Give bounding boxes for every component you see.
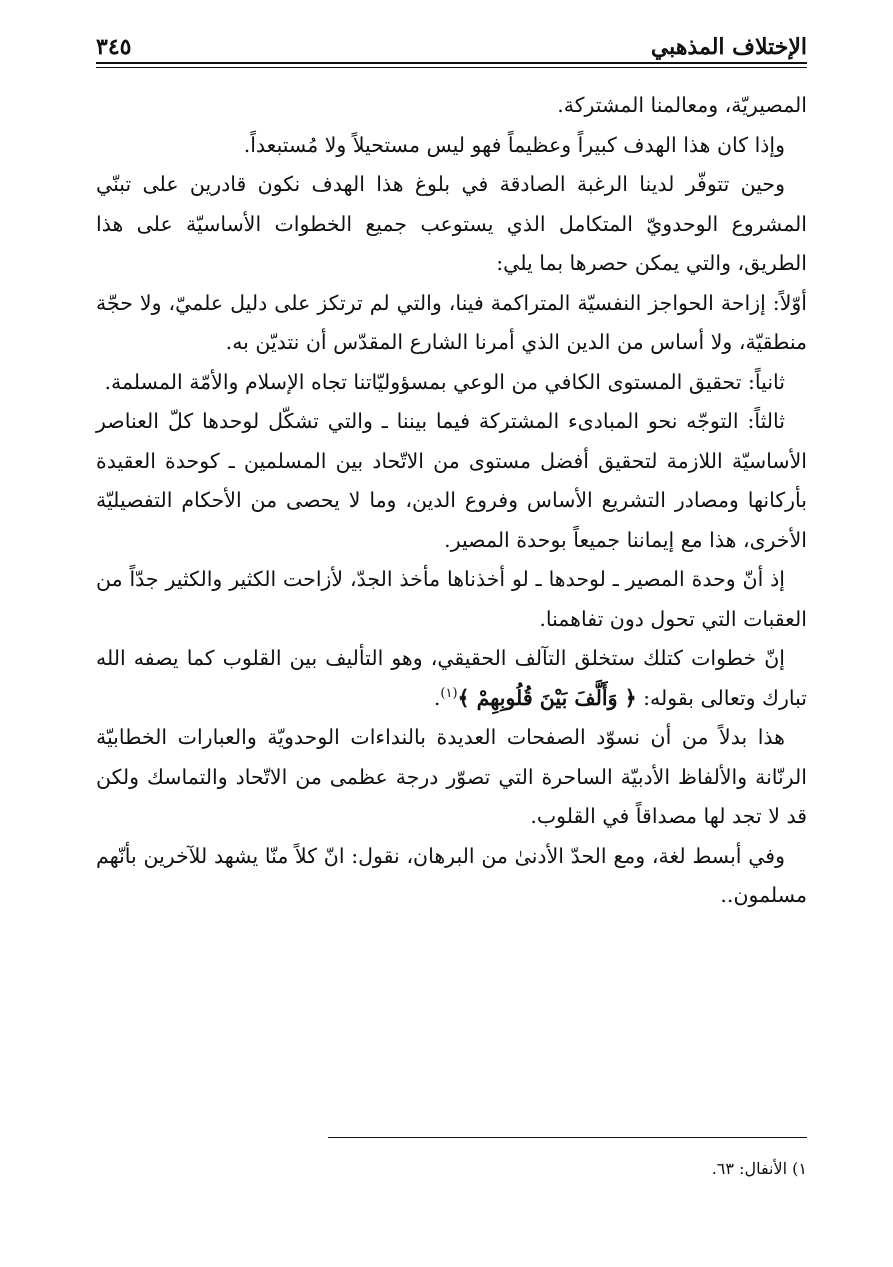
paragraph: وحين تتوفّر لدينا الرغبة الصادقة في بلوغ هذا الهدف نكون قادرين على تبنّي المشروع الوحدويّ المتكامل الذي يستوعب جميع الخطوات الأساسيّة على هذا الطريق، والتي يمكن حصرها بما يلي: xyxy=(96,172,807,275)
quran-verse: ﴿ وَأَلَّفَ بَيْنَ قُلُوبِهِمْ ﴾ xyxy=(457,685,637,710)
footnote-ref[interactable]: (١) xyxy=(440,685,458,701)
body-text xyxy=(96,86,807,916)
footnote: ١) الأنفال: ٦٣. xyxy=(711,1159,807,1178)
paragraph-with-verse xyxy=(96,639,807,718)
verse-lead: إنّ خطوات كتلك ستخلق التآلف الحقيقي، وهو التأليف بين القلوب كما يصفه الله تبارك وتعالى بقوله: xyxy=(96,646,807,710)
running-title: الإختلاف المذهبي xyxy=(650,34,807,60)
paragraph: إذ أنّ وحدة المصير ـ لوحدها ـ لو أخذناها مأخذ الجدّ، لأزاحت الكثير والكثير جدّاً من العقبات التي تحول دون تفاهمنا. xyxy=(96,567,807,631)
paragraph: وإذا كان هذا الهدف كبيراً وعظيماً فهو ليس مستحيلاً ولا مُستبعداً. xyxy=(243,132,785,157)
paragraph: المصيريّة، ومعالمنا المشتركة. xyxy=(557,93,807,117)
page-header xyxy=(96,30,807,60)
header-rule xyxy=(96,62,807,68)
paragraph: ثالثاً: التوجّه نحو المبادىء المشتركة فيما بيننا ـ والتي تشكّل لوحدها كلّ العناصر الأساسيّة اللازمة لتحقيق أفضل مستوى من الاتّحاد بين المسلمين ـ كوحدة العقيدة بأركانها ومصادر التشريع الأساس وفروع الدين، وما لا يحصى من الأحكام التفصيليّة الأخرى، هذا مع إيماننا جميعاً بوحدة المصير. xyxy=(96,409,807,552)
footnote-rule xyxy=(328,1137,807,1138)
paragraph: ثانياً: تحقيق المستوى الكافي من الوعي بمسؤوليّاتنا تجاه الإسلام والأمّة المسلمة. xyxy=(104,369,785,394)
paragraph: وفي أبسط لغة، ومع الحدّ الأدنىٰ من البرهان، نقول: انّ كلاً منّا يشهد للآخرين بأنّهم مسلمون.. xyxy=(96,843,807,907)
page-number: ٣٤٥ xyxy=(96,34,132,60)
paragraph: هذا بدلاً من أن نسوّد الصفحات العديدة بالنداءات الوحدويّة والعبارات الخطابيّة الرنّانة والألفاظ الأدبيّة الساحرة التي تصوّر درجة عظمى من الاتّحاد والتماسك ولكن قد لا تجد لها مصداقاً في القلوب. xyxy=(96,725,807,828)
paragraph: أوّلاً: إزاحة الحواجز النفسيّة المتراكمة فينا، والتي لم ترتكز على دليل علميّ، ولا حجّة منطقيّة، ولا أساس من الدين الذي أمرنا الشارع المقدّس أن نتديّن به. xyxy=(96,290,807,354)
verse-tail: . xyxy=(433,685,441,710)
